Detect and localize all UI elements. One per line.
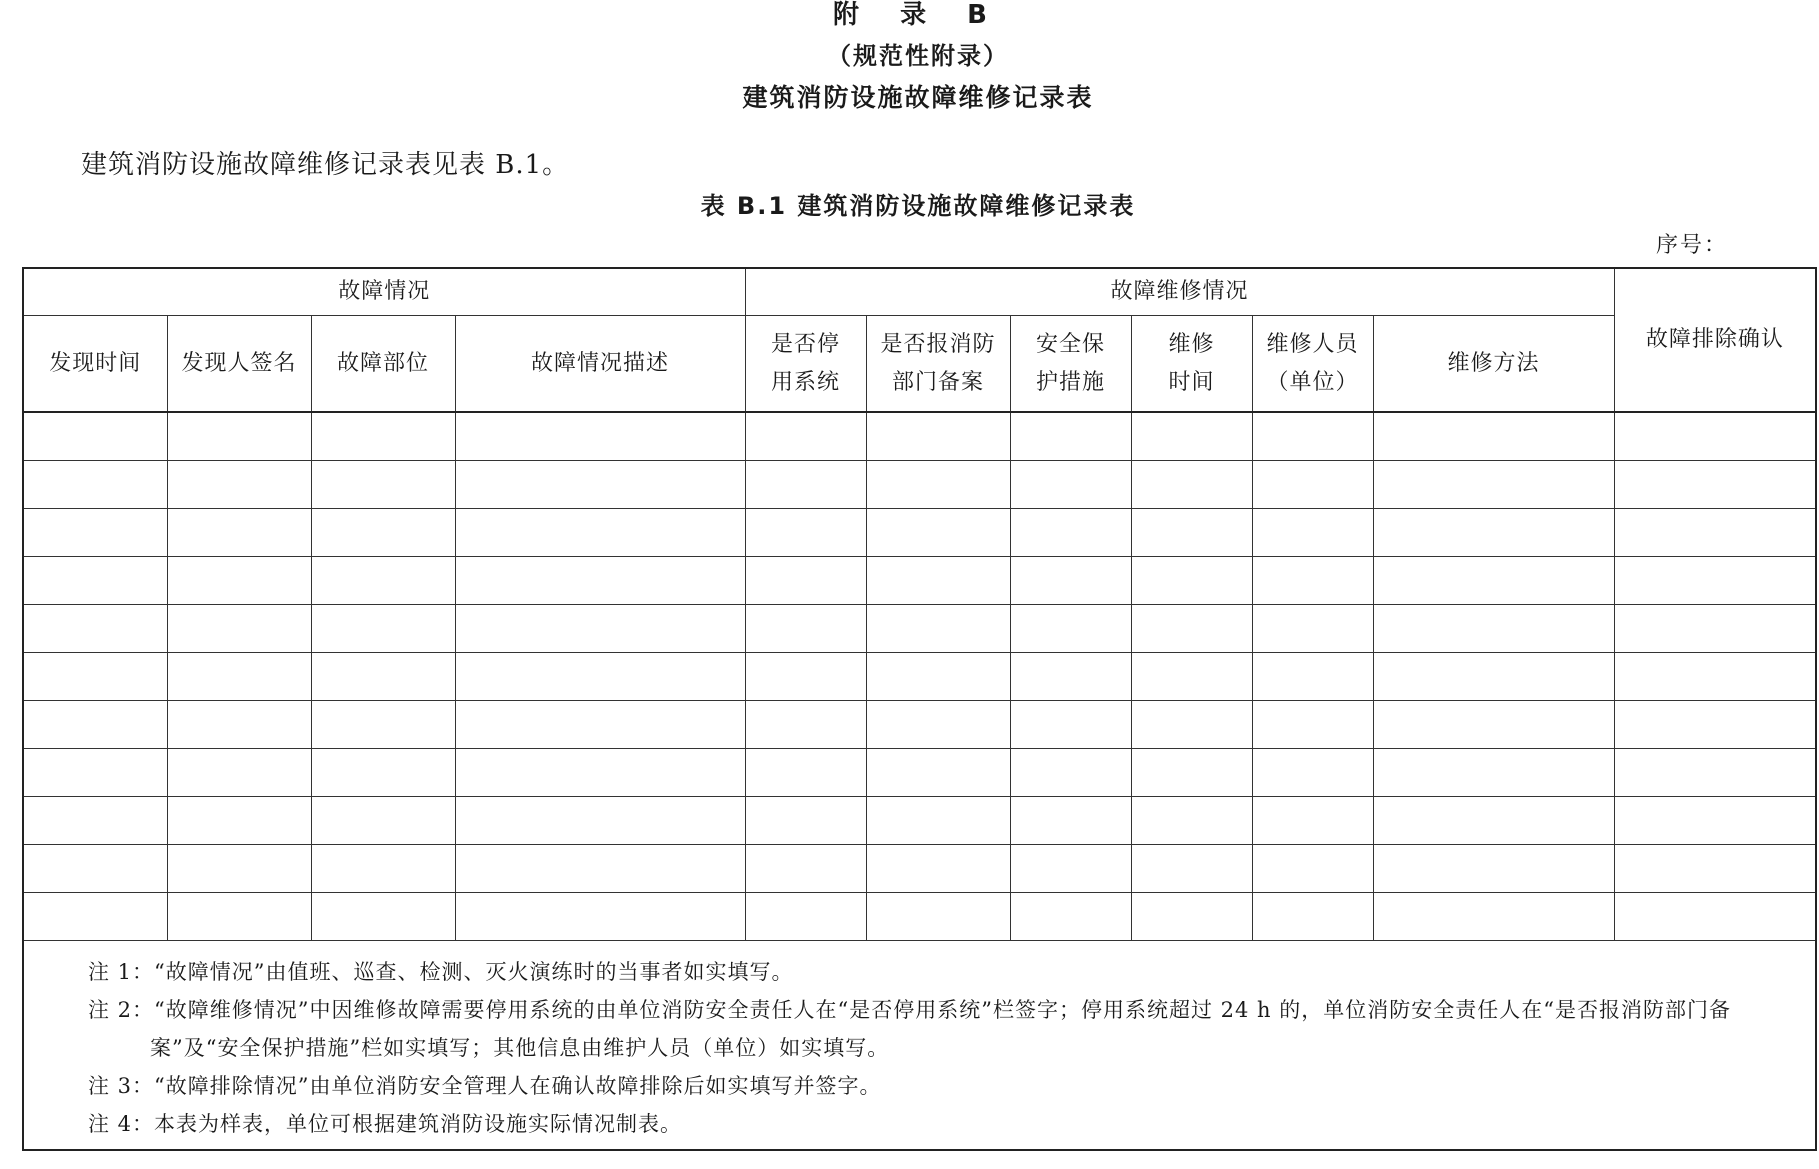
- header-repair-time-line2: 时间: [1168, 369, 1215, 395]
- table-cell: [1252, 509, 1373, 557]
- appendix-subject: 建筑消防设施故障维修记录表: [742, 83, 1094, 112]
- header-fault-description: 故障情况描述: [455, 316, 745, 413]
- table-row: [23, 845, 1816, 893]
- table-cell: [167, 412, 311, 461]
- header-safety-measures-line1: 安全保: [1036, 331, 1106, 357]
- header-stop-system-line1: 是否停: [771, 331, 841, 357]
- header-repair-method: 维修方法: [1373, 316, 1614, 413]
- table-cell: [23, 701, 167, 749]
- table-cell: [1010, 461, 1131, 509]
- table-cell: [1373, 605, 1614, 653]
- table-cell: [1010, 557, 1131, 605]
- note-3: 注 3：“故障排除情况”由单位消防安全管理人在确认故障排除后如实填写并签字。: [88, 1074, 882, 1098]
- table-cell: [745, 509, 866, 557]
- table-cell: [1614, 509, 1816, 557]
- table-cell: [455, 749, 745, 797]
- table-cell: [1252, 557, 1373, 605]
- serial-number-label: 序号：: [1656, 233, 1729, 258]
- table-cell: [1010, 509, 1131, 557]
- table-cell: [745, 797, 866, 845]
- table-cell: [1614, 461, 1816, 509]
- table-cell: [455, 605, 745, 653]
- table-cell: [23, 461, 167, 509]
- table-cell: [1373, 412, 1614, 461]
- table-cell: [23, 653, 167, 701]
- table-cell: [311, 605, 455, 653]
- table-caption: 表 B.1 建筑消防设施故障维修记录表: [700, 192, 1136, 220]
- table-cell: [311, 412, 455, 461]
- table-cell: [1614, 653, 1816, 701]
- table-cell: [167, 701, 311, 749]
- table-cell: [866, 509, 1010, 557]
- table-cell: [1131, 701, 1252, 749]
- table-cell: [23, 557, 167, 605]
- table-cell: [1010, 797, 1131, 845]
- table-cell: [1373, 749, 1614, 797]
- table-cell: [1010, 701, 1131, 749]
- table-cell: [167, 797, 311, 845]
- table-cell: [311, 701, 455, 749]
- table-cell: [1252, 461, 1373, 509]
- group-header-fault: 故障情况: [23, 268, 745, 316]
- table-cell: [455, 845, 745, 893]
- table-cell: [1373, 557, 1614, 605]
- table-cell: [1131, 893, 1252, 941]
- table-cell: [455, 701, 745, 749]
- table-cell: [866, 893, 1010, 941]
- table-cell: [1614, 893, 1816, 941]
- table-cell: [1010, 893, 1131, 941]
- table-cell: [866, 605, 1010, 653]
- table-cell: [1373, 509, 1614, 557]
- table-cell: [167, 845, 311, 893]
- table-cell: [1373, 461, 1614, 509]
- table-row: [23, 893, 1816, 941]
- table-cell: [1131, 412, 1252, 461]
- table-cell: [311, 653, 455, 701]
- table-cell: [1614, 749, 1816, 797]
- table-cell: [23, 749, 167, 797]
- header-stop-system: [745, 316, 866, 413]
- table-cell: [1373, 845, 1614, 893]
- table-cell: [1614, 845, 1816, 893]
- table-cell: [1010, 749, 1131, 797]
- header-fault-location: 故障部位: [311, 316, 455, 413]
- table-cell: [1614, 797, 1816, 845]
- table-cell: [311, 797, 455, 845]
- table-cell: [1131, 461, 1252, 509]
- table-cell: [1252, 893, 1373, 941]
- table-cell: [1010, 653, 1131, 701]
- table-cell: [866, 845, 1010, 893]
- table-row: [23, 461, 1816, 509]
- note-4: 注 4：本表为样表，单位可根据建筑消防设施实际情况制表。: [88, 1112, 683, 1136]
- table-cell: [455, 653, 745, 701]
- table-cell: [311, 461, 455, 509]
- table-cell: [1252, 605, 1373, 653]
- table-cell: [1373, 797, 1614, 845]
- table-cell: [23, 412, 167, 461]
- table-cell: [745, 749, 866, 797]
- table-cell: [866, 797, 1010, 845]
- header-repair-person-line1: 维修人员: [1266, 331, 1359, 357]
- table-cell: [1131, 605, 1252, 653]
- table-cell: [455, 893, 745, 941]
- table-cell: [745, 893, 866, 941]
- appendix-title: 附 录 B: [833, 0, 1003, 30]
- table-cell: [455, 557, 745, 605]
- table-cell: [1252, 701, 1373, 749]
- table-cell: [23, 845, 167, 893]
- table-cell: [1373, 653, 1614, 701]
- table-row: [23, 412, 1816, 461]
- table-row: [23, 653, 1816, 701]
- table-cell: [866, 557, 1010, 605]
- table-cell: [167, 653, 311, 701]
- table-row: [23, 557, 1816, 605]
- table-cell: [866, 701, 1010, 749]
- header-repair-person-line2: （单位）: [1266, 369, 1359, 395]
- note-2: 注 2：“故障维修情况”中因维修故障需要停用系统的由单位消防安全责任人在“是否停用系统”栏签字；停用系统超过 24 h 的，单位消防安全责任人在“是否报消防部门备案”及“安全保护措施”栏如实填写；其他信息由维护人员（单位）如实填写。: [88, 998, 1731, 1060]
- table-body: [23, 412, 1816, 1150]
- table-cell: [311, 893, 455, 941]
- table-cell: [1614, 412, 1816, 461]
- table-cell: [1252, 412, 1373, 461]
- appendix-type: （规范性附录）: [827, 42, 1009, 70]
- header-fault-cleared-confirmation: 故障排除确认: [1614, 268, 1816, 412]
- table-cell: [167, 509, 311, 557]
- header-discoverer-sign: 发现人签名: [167, 316, 311, 413]
- table-cell: [1131, 749, 1252, 797]
- header-discover-time: 发现时间: [23, 316, 167, 413]
- notes-cell: [23, 941, 1816, 1151]
- table-cell: [866, 461, 1010, 509]
- header-safety-measures: [1010, 316, 1131, 413]
- table-cell: [745, 605, 866, 653]
- table-cell: [866, 412, 1010, 461]
- table-cell: [167, 893, 311, 941]
- table-cell: [23, 509, 167, 557]
- table-cell: [1131, 653, 1252, 701]
- table-cell: [23, 893, 167, 941]
- table-cell: [1131, 509, 1252, 557]
- table-cell: [167, 605, 311, 653]
- table-cell: [311, 845, 455, 893]
- table-row: [23, 509, 1816, 557]
- table-row: [23, 605, 1816, 653]
- header-repair-time: [1131, 316, 1252, 413]
- table-cell: [311, 749, 455, 797]
- table-cell: [866, 653, 1010, 701]
- table-cell: [1614, 557, 1816, 605]
- table-cell: [745, 845, 866, 893]
- table-cell: [1252, 845, 1373, 893]
- table-row: [23, 701, 1816, 749]
- table-cell: [455, 412, 745, 461]
- table-cell: [1131, 557, 1252, 605]
- table-cell: [167, 461, 311, 509]
- header-report-fire-dept-line1: 是否报消防: [880, 331, 996, 357]
- table-cell: [866, 749, 1010, 797]
- table-cell: [745, 412, 866, 461]
- table-cell: [167, 557, 311, 605]
- group-header-repair: 故障维修情况: [745, 268, 1614, 316]
- header-repair-time-line1: 维修: [1168, 331, 1215, 357]
- table-cell: [1010, 605, 1131, 653]
- intro-paragraph: 建筑消防设施故障维修记录表见表 B.1。: [81, 150, 570, 180]
- table-cell: [1614, 605, 1816, 653]
- table-cell: [745, 653, 866, 701]
- table-cell: [23, 605, 167, 653]
- table-cell: [1252, 797, 1373, 845]
- header-stop-system-line2: 用系统: [771, 369, 841, 395]
- header-repair-person: [1252, 316, 1373, 413]
- header-safety-measures-line2: 护措施: [1036, 369, 1106, 395]
- repair-record-table: [22, 267, 1817, 1151]
- header-report-fire-dept-line2: 部门备案: [892, 369, 985, 395]
- table-cell: [1614, 701, 1816, 749]
- table-cell: [745, 461, 866, 509]
- note-1: 注 1：“故障情况”由值班、巡查、检测、灭火演练时的当事者如实填写。: [88, 960, 794, 984]
- table-cell: [311, 557, 455, 605]
- table-cell: [455, 461, 745, 509]
- table-cell: [1131, 845, 1252, 893]
- header-report-fire-dept: [866, 316, 1010, 413]
- table-cell: [455, 509, 745, 557]
- table-cell: [455, 797, 745, 845]
- table-cell: [1010, 412, 1131, 461]
- table-cell: [745, 701, 866, 749]
- table-cell: [1252, 653, 1373, 701]
- table-cell: [1131, 797, 1252, 845]
- table-row: [23, 797, 1816, 845]
- table-cell: [1010, 845, 1131, 893]
- table-cell: [23, 797, 167, 845]
- table-cell: [1252, 749, 1373, 797]
- table-cell: [1373, 701, 1614, 749]
- table-cell: [745, 557, 866, 605]
- table-row: [23, 749, 1816, 797]
- table-cell: [311, 509, 455, 557]
- table-cell: [1373, 893, 1614, 941]
- table-cell: [167, 749, 311, 797]
